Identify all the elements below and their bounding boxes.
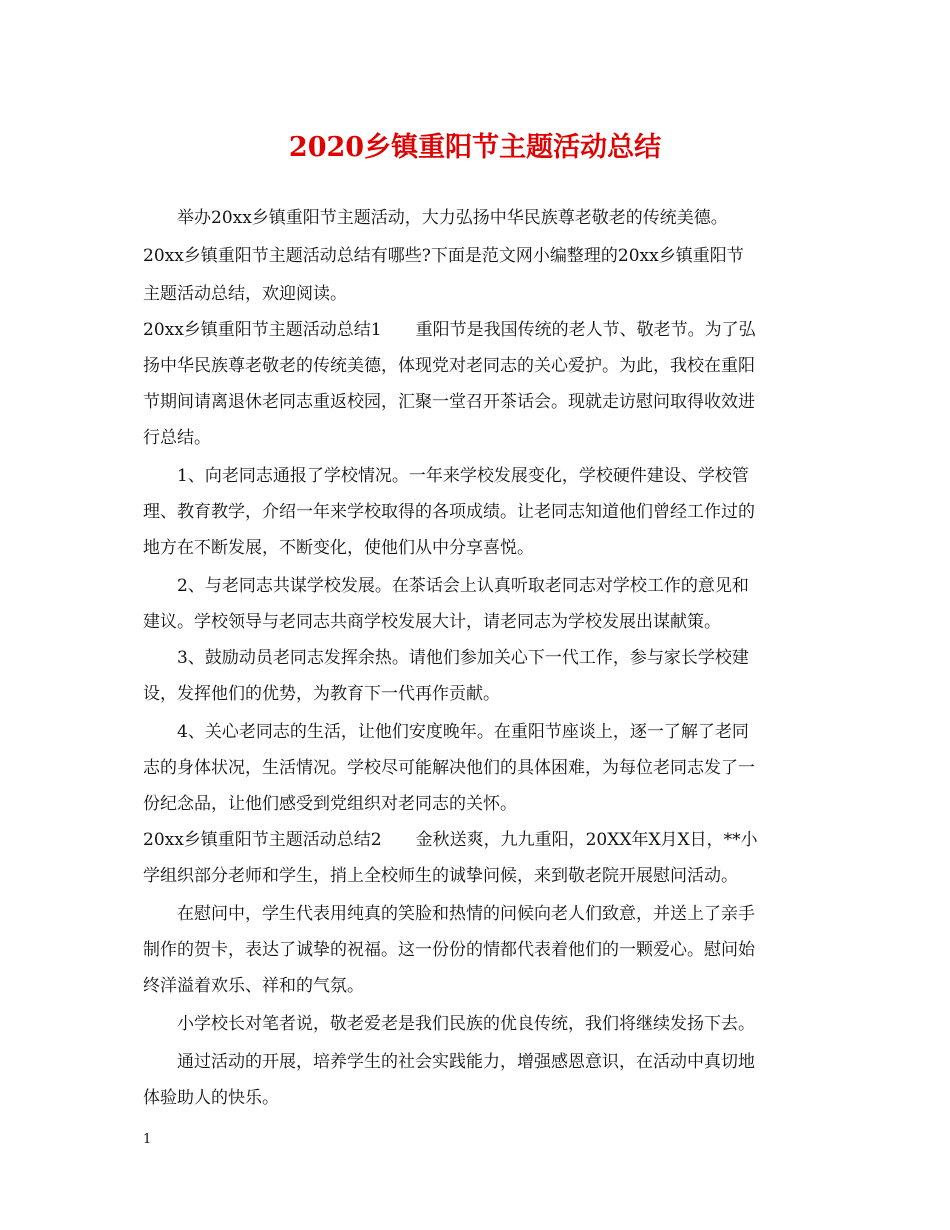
body-line: 举办20xx乡镇重阳节主题活动，大力弘扬中华民族尊老敬老的传统美德。 <box>143 208 728 228</box>
body-line: 理、教育教学，介绍一年来学校取得的各项成绩。让老同志知道他们曾经工作过的 <box>143 502 755 522</box>
body-line: 扬中华民族尊老敬老的传统美德，体现党对老同志的关心爱护。为此，我校在重阳 <box>143 356 755 376</box>
body-line: 体验助人的快乐。 <box>143 1088 279 1108</box>
body-line: 节期间请离退休老同志重返校园，汇聚一堂召开茶话会。现就走访慰问取得收效进 <box>143 392 755 412</box>
body-line: 3、鼓励动员老同志发挥余热。请他们参加关心下一代工作，参与家长学校建 <box>143 648 749 668</box>
body-line: 在慰问中，学生代表用纯真的笑脸和热情的问候向老人们致意，并送上了亲手 <box>143 904 755 924</box>
body-line: 20xx乡镇重阳节主题活动总结有哪些?下面是范文网小编整理的20xx乡镇重阳节 <box>143 246 744 266</box>
body-line: 通过活动的开展，培养学生的社会实践能力，增强感恩意识，在活动中真切地 <box>143 1052 755 1072</box>
body-line: 20xx乡镇重阳节主题活动总结1 重阳节是我国传统的老人节、敬老节。为了弘 <box>143 320 756 340</box>
body-line: 4、关心老同志的生活，让他们安度晚年。在重阳节座谈上，逐一了解了老同 <box>143 722 749 742</box>
body-line: 2、与老同志共谋学校发展。在茶话会上认真听取老同志对学校工作的意见和 <box>143 576 749 596</box>
body-line: 行总结。 <box>143 428 211 448</box>
body-line: 20xx乡镇重阳节主题活动总结2 金秋送爽，九九重阳，20XX年X月X日，**小 <box>143 830 758 850</box>
body-line: 主题活动总结，欢迎阅读。 <box>143 284 347 304</box>
body-line: 地方在不断发展，不断变化，使他们从中分享喜悦。 <box>143 538 534 558</box>
body-line: 设，发挥他们的优势，为教育下一代再作贡献。 <box>143 684 500 704</box>
body-line: 制作的贺卡，表达了诚挚的祝福。这一份份的情都代表着他们的一颗爱心。慰问始 <box>143 940 755 960</box>
body-line: 小学校长对笔者说，敬老爱老是我们民族的优良传统，我们将继续发扬下去。 <box>143 1014 755 1034</box>
body-line: 份纪念品，让他们感受到党组织对老同志的关怀。 <box>143 794 517 814</box>
page-number: 1 <box>143 1132 152 1147</box>
body-line: 志的身体状况，生活情况。学校尽可能解决他们的具体困难，为每位老同志发了一 <box>143 758 755 778</box>
body-line: 学组织部分老师和学生，捎上全校师生的诚挚问候，来到敬老院开展慰问活动。 <box>143 866 738 886</box>
body-line: 建议。学校领导与老同志共商学校发展大计，请老同志为学校发展出谋献策。 <box>143 612 721 632</box>
body-line: 终洋溢着欢乐、祥和的气氛。 <box>143 976 364 996</box>
document-title: 2020乡镇重阳节主题活动总结 <box>288 132 662 163</box>
body-line: 1、向老同志通报了学校情况。一年来学校发展变化，学校硬件建设、学校管 <box>143 466 749 486</box>
